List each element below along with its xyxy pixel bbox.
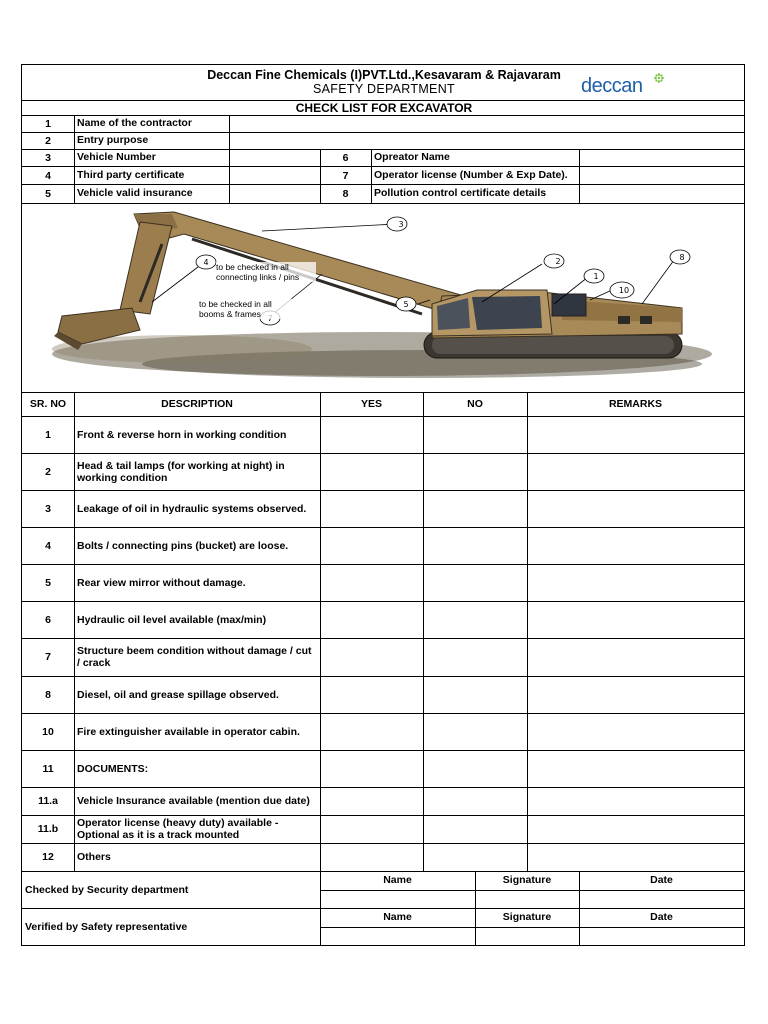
remarks-cell[interactable] [528,787,743,815]
col-srno: SR. NO [29,398,67,410]
info-label: Name of the contractor [77,117,192,129]
row-number: 11.b [37,823,59,835]
yes-cell[interactable] [321,453,422,490]
row-description: Leakage of oil in hydraulic systems observed. [77,502,307,515]
remarks-cell[interactable] [528,453,743,490]
security-name-field[interactable] [321,891,474,908]
callout-3: 3 [398,220,404,229]
table-row [22,416,744,453]
yes-cell[interactable] [321,787,422,815]
date-header: Date [650,911,673,923]
remarks-cell[interactable] [528,676,743,713]
callout-8: 8 [679,253,685,262]
col-remarks: REMARKS [608,398,663,410]
callout-4: 4 [203,258,209,267]
callout-5: 5 [403,300,409,309]
row-description: Operator license (heavy duty) available - Optional as it is a track mounted [77,817,279,841]
info-label: Operator license (Number & Exp Date). [374,169,568,181]
logo-flower-icon [654,73,664,83]
col-description: DESCRIPTION [161,398,233,410]
table-row [22,527,744,564]
yes-cell[interactable] [321,676,422,713]
row-number: 6 [45,613,51,626]
row-description: Structure beem condition without damage / cut / crack [77,645,312,669]
callout-1: 1 [593,272,599,281]
yes-cell[interactable] [321,564,422,601]
row-description: Fire extinguisher available in operator cabin. [77,725,300,738]
yes-cell[interactable] [321,750,422,787]
row-number: 11.a [38,795,58,807]
no-cell[interactable] [424,713,526,750]
info-label: Third party certificate [77,169,185,181]
remarks-cell[interactable] [528,490,743,527]
row-number: 2 [45,465,51,478]
info-no: 6 [342,152,349,164]
table-row [22,676,744,713]
yes-cell[interactable] [321,416,422,453]
info-no: 4 [45,170,51,182]
table-row [22,750,744,787]
yes-cell[interactable] [321,638,422,676]
table-row [22,713,744,750]
remarks-cell[interactable] [528,416,743,453]
no-cell[interactable] [424,676,526,713]
no-cell[interactable] [424,750,526,787]
checklist-title: CHECK LIST FOR EXCAVATOR [295,101,473,115]
remarks-cell[interactable] [528,601,743,638]
row-description: Vehicle Insurance available (mention due date) [77,795,310,807]
verified-by-label: Verified by Safety representative [25,920,188,933]
info-no: 8 [342,188,349,200]
safety-signature-field[interactable] [476,928,578,945]
table-row [22,490,744,527]
no-cell[interactable] [424,527,526,564]
note-booms-frames: to be checked in all booms & frames [199,299,294,319]
date-header: Date [650,874,673,886]
row-number: 1 [45,428,51,441]
no-cell[interactable] [424,453,526,490]
checklist-sheet [21,64,745,946]
safety-name-field[interactable] [321,928,474,945]
row-description: Bolts / connecting pins (bucket) are loose. [77,539,289,552]
info-label: Vehicle Number [77,151,156,163]
no-cell[interactable] [424,843,526,871]
remarks-cell[interactable] [528,527,743,564]
row-number: 7 [45,651,51,663]
table-row [22,453,744,490]
no-cell[interactable] [424,601,526,638]
info-no: 5 [45,188,51,200]
table-row [22,601,744,638]
info-label: Opreator Name [374,151,450,163]
remarks-cell[interactable] [528,843,743,871]
row-number: 3 [45,502,51,515]
remarks-cell[interactable] [528,638,743,676]
remarks-cell[interactable] [528,713,743,750]
table-row [22,564,744,601]
row-number: 10 [42,725,54,738]
row-description: Diesel, oil and grease spillage observed. [77,688,279,701]
info-label: Vehicle valid insurance [77,187,193,199]
row-description: Head & tail lamps (for working at night) in working condition [77,459,285,484]
row-number: 12 [42,851,54,863]
row-number: 5 [45,576,51,589]
no-cell[interactable] [424,787,526,815]
col-no: NO [467,398,483,410]
row-number: 8 [45,688,51,701]
col-yes: YES [360,398,382,410]
table-row [22,787,744,815]
excavator-diagram [22,204,744,392]
no-cell[interactable] [424,638,526,676]
no-cell[interactable] [424,416,526,453]
signature-header: Signature [502,874,552,886]
name-header: Name [383,874,412,886]
logo-text: deccan [581,75,643,97]
info-no: 1 [45,118,51,130]
row-description: Hydraulic oil level available (max/min) [77,613,267,626]
table-row [22,638,744,676]
deccan-logo [581,73,671,99]
no-cell[interactable] [424,815,526,843]
note-connecting-links: to be checked in all connecting links / pins [216,262,316,282]
no-cell[interactable] [424,564,526,601]
row-description: DOCUMENTS: [77,762,149,775]
row-description: Others [77,851,111,863]
info-no: 3 [45,152,51,164]
callout-10: 10 [618,286,630,295]
security-signature-field[interactable] [476,891,578,908]
yes-cell[interactable] [321,713,422,750]
row-description: Front & reverse horn in working condition [77,428,287,441]
yes-cell[interactable] [321,843,422,871]
no-cell[interactable] [424,490,526,527]
signature-header: Signature [502,911,552,923]
callout-2: 2 [555,257,561,266]
row-description: Rear view mirror without damage. [77,576,246,589]
name-header: Name [383,911,412,923]
checked-by-label: Checked by Security department [25,883,189,896]
info-no: 2 [45,135,51,147]
row-number: 4 [45,539,51,552]
yes-cell[interactable] [321,490,422,527]
info-label: Pollution control certificate details [374,187,547,199]
table-row [22,843,744,871]
remarks-cell[interactable] [528,564,743,601]
row-number: 11 [42,762,54,775]
yes-cell[interactable] [321,527,422,564]
company-name: Deccan Fine Chemicals (I)PVT.Ltd.,Kesavaram & Rajavaram [207,68,561,82]
department-name: SAFETY DEPARTMENT [313,82,455,96]
remarks-cell[interactable] [528,815,743,843]
yes-cell[interactable] [321,601,422,638]
safety-date-field[interactable] [580,928,743,945]
remarks-cell[interactable] [528,750,743,787]
yes-cell[interactable] [321,815,422,843]
info-no: 7 [342,170,349,182]
info-label: Entry purpose [77,134,149,146]
table-row [22,815,744,843]
security-date-field[interactable] [580,891,743,908]
